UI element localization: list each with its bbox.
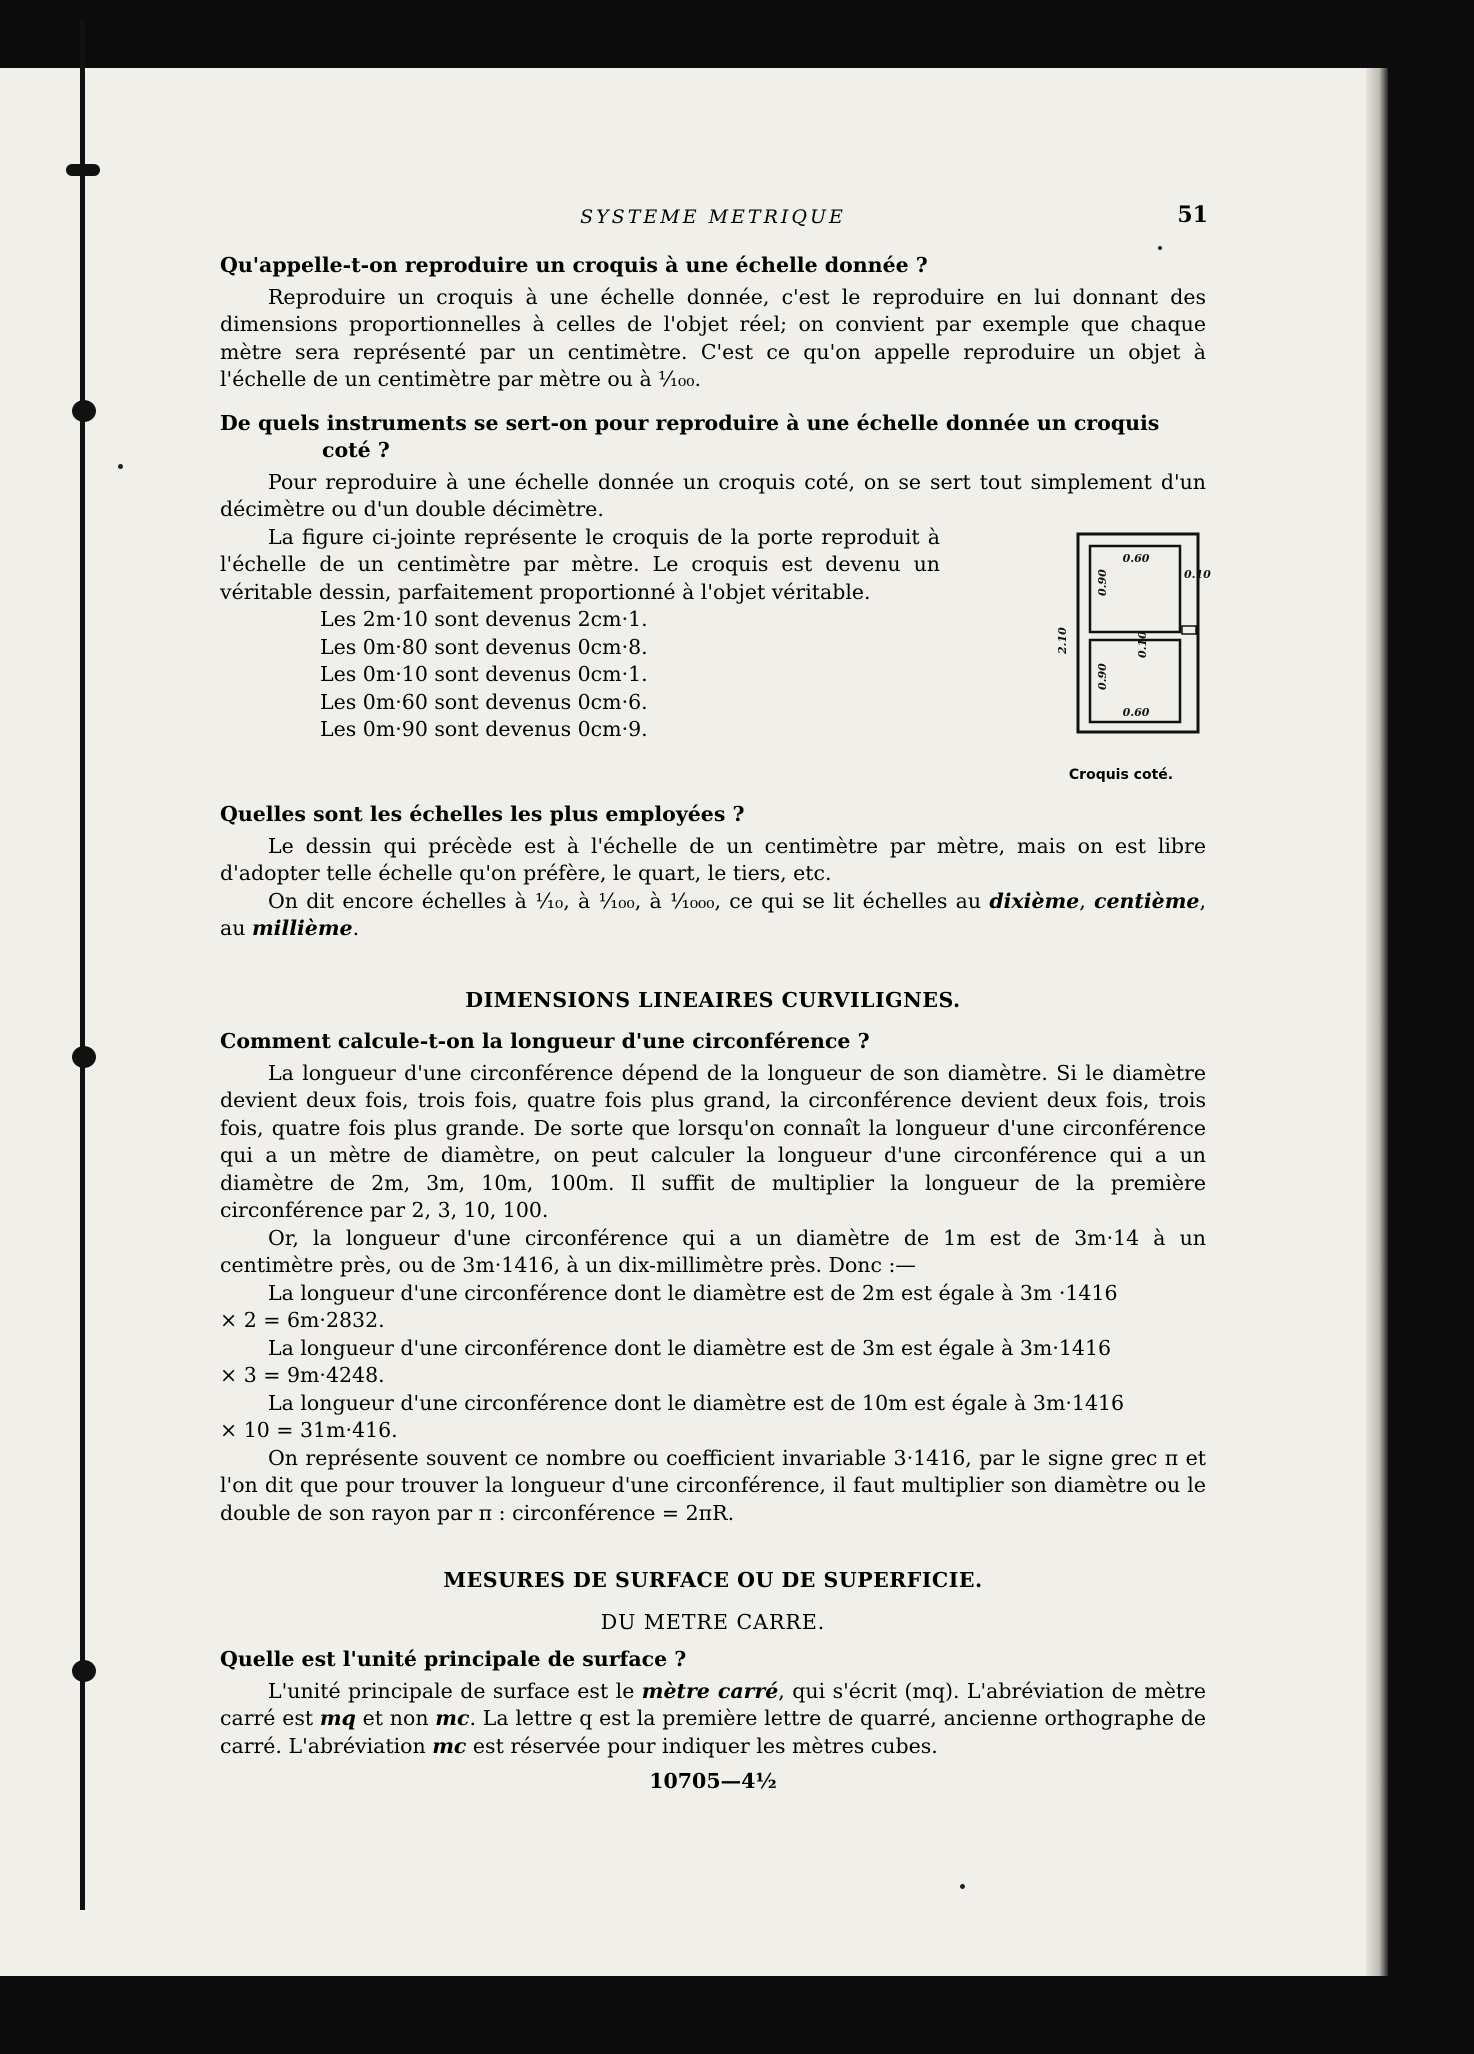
conversion-line: Les 0m·80 sont devenus 0cm·8. <box>320 634 648 659</box>
question-common-scales: Quelles sont les échelles les plus employées ? <box>220 802 745 826</box>
answer-text: est réservée pour indiquer les mètres cubes. <box>466 1733 938 1758</box>
page-edge <box>1366 68 1388 1976</box>
term-dixieme: dixième <box>989 888 1080 913</box>
separator: , au <box>220 888 1206 940</box>
period: . <box>352 916 360 940</box>
conversion-line: Les 0m·10 sont devenus 0cm·1. <box>320 662 648 686</box>
figure-row <box>220 524 1211 790</box>
term-millieme: millième <box>251 916 353 940</box>
conversion-line: Les 2m·10 sont devenus 2cm·1. <box>320 607 648 631</box>
equation-3b: × 10 = 31m·416. <box>220 1418 398 1442</box>
binding-mark <box>72 1046 96 1068</box>
question-scale-reproduction: Qu'appelle-t-on reproduire un croquis à une échelle donnée ? <box>220 253 928 277</box>
binding-mark <box>66 164 100 176</box>
term-mq: mq <box>319 1706 356 1730</box>
dim-width-bottom: 0.60 <box>1122 705 1150 719</box>
answer-scale-names <box>220 888 1206 943</box>
binding-mark <box>72 400 96 422</box>
answer-text: , qui s'écrit (mq). L'abréviation de mètre carré est <box>220 1678 1207 1730</box>
running-head <box>220 136 1208 228</box>
question-instruments: De quels instruments se sert-on pour reproduire à une échelle donnée un croquis <box>220 410 1160 435</box>
conversion-line: Les 0m·90 sont devenus 0cm·9. <box>320 717 648 741</box>
dim-rail: 0.10 <box>1136 630 1149 658</box>
question-surface-unit: Quelle est l'unité principale de surface ? <box>220 1647 687 1671</box>
answer-circumference-p2: Or, la longueur d'une circonférence qui a un diamètre de 1m est de 3m·14 à un centimètre près, ou de 3m·1416, à un dix-millimètre près. Donc :— <box>220 1225 1206 1277</box>
printer-signature: 10705—4½ <box>649 1769 777 1793</box>
term-mc: mc <box>435 1706 470 1730</box>
equation-2a: La longueur d'une circonférence dont le diamètre est de 3m est égale à 3m·1416 <box>268 1335 1112 1360</box>
section-title-curvilinear: DIMENSIONS LINEAIRES CURVILIGNES. <box>465 987 961 1012</box>
dim-stile: 0.10 <box>1184 567 1211 581</box>
page-number: 51 <box>1177 202 1208 228</box>
dim-panel-top-height: 0.90 <box>1096 568 1109 596</box>
figure-caption: Croquis coté. <box>1068 766 1174 783</box>
dim-door-height: 2.10 <box>1056 626 1069 654</box>
conversion-line: Les 0m·60 sont devenus 0cm·6. <box>320 689 648 714</box>
answer-text: et non <box>355 1706 436 1730</box>
conversion-list <box>220 606 940 744</box>
separator: , <box>1079 888 1094 913</box>
answer-circumference-p1: La longueur d'une circonférence dépend de la longueur de son diamètre. Si le diamètre devient deux fois, trois fois, quatre fois plus grand, la circonférence devient deux fois, trois fois, quatre fois plus grande. De sorte que lorsqu'on connaît la longueur d'une circonférence qui a un mètre de diamètre, on peut calculer la longueur d'une circonférence qui a un diamètre de 2m, 3m, 10m, 100m. Il suffit de multiplier la longueur de la première circonférence par 2, 3, 10, 100. <box>220 1060 1206 1222</box>
binding-line <box>80 20 85 1910</box>
answer-text: . La lettre q est la première lettre de quarré, ancienne orthographe de carré. L'abréviation <box>220 1706 1207 1758</box>
answer-instruments: Pour reproduire à une échelle donnée un croquis coté, on se sert tout simplement d'un décimètre ou d'un double décimètre. <box>220 469 1206 521</box>
equation-2b: × 3 = 9m·4248. <box>220 1363 385 1387</box>
figure-description-block <box>220 524 940 790</box>
term-centieme: centième <box>1094 888 1200 913</box>
section-subtitle-square-metre: DU METRE CARRE. <box>600 1609 826 1634</box>
door-handle <box>1182 626 1196 634</box>
answer-text: L'unité principale de surface est le <box>268 1678 642 1703</box>
binding-mark <box>72 1660 96 1682</box>
question-circumference: Comment calcule-t-on la longueur d'une circonférence ? <box>220 1029 870 1053</box>
section-title-surface: MESURES DE SURFACE OU DE SUPERFICIE. <box>443 1568 983 1592</box>
answer-scale-reproduction: Reproduire un croquis à une échelle donnée, c'est le reproduire en lui donnant des dimensions proportionnelles à celles de l'objet réel; on convient par exemple que chaque mètre sera représenté par un centimètre. C'est ce qu'on appelle reproduire un objet à l'échelle de un centimètre par mètre ou à ⅟₁₀₀. <box>220 284 1206 391</box>
door-sketch <box>1036 530 1211 760</box>
figure-description: La figure ci-jointe représente le croquis de la porte reproduit à l'échelle de un centimètre par mètre. Le croquis est devenu un véritable dessin, parfaitement proportionné à l'objet véritable. <box>220 524 940 604</box>
running-title: SYSTEME METRIQUE <box>580 206 846 228</box>
speck <box>118 464 123 469</box>
answer-pi: On représente souvent ce nombre ou coefficient invariable 3·1416, par le signe grec π et l'on dit que pour trouver la longueur d'une circonférence, il faut multiplier son diamètre ou le double de son rayon par π : circonférence = 2πR. <box>220 1445 1206 1525</box>
answer-common-scales: Le dessin qui précède est à l'échelle de un centimètre par mètre, mais on est libre d'adopter telle échelle qu'on préfère, le quart, le tiers, etc. <box>220 833 1206 885</box>
page-content <box>220 136 1211 1796</box>
dim-panel-bottom-height: 0.90 <box>1096 662 1109 690</box>
term-metre-carre: mètre carré <box>641 1678 779 1703</box>
equation-3a: La longueur d'une circonférence dont le diamètre est de 10m est égale à 3m·1416 <box>268 1390 1125 1415</box>
term-mc: mc <box>432 1733 467 1758</box>
question-instruments-cont: coté ? <box>322 438 390 462</box>
scale-names-text: On dit encore échelles à ⅟₁₀, à ⅟₁₀₀, à ⅟₁₀₀₀, ce qui se lit échelles au <box>268 888 990 913</box>
equation-1b: × 2 = 6m·2832. <box>220 1308 385 1332</box>
answer-surface-unit <box>220 1678 1206 1761</box>
equation-1a: La longueur d'une circonférence dont le diamètre est de 2m est égale à 3m ·1416 <box>268 1280 1118 1305</box>
speck <box>960 1884 965 1889</box>
dim-width-top: 0.60 <box>1122 551 1150 565</box>
door-sketch-figure <box>1036 530 1211 790</box>
